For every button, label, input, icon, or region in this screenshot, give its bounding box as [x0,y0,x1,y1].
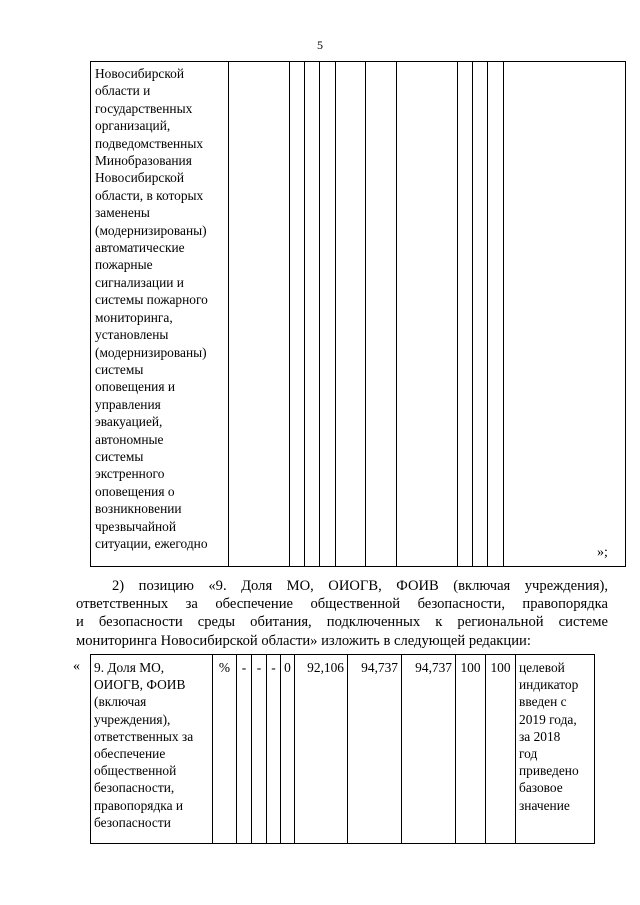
indicator-table-continuation [90,61,626,567]
value-cell: 92,106 [295,655,348,844]
text-line: возникновении [95,501,182,517]
paragraph-line: 2) позицию «9. Доля МО, ОИОГВ, ФОИВ (включая учреждения), [112,578,608,594]
empty-cell [488,62,504,567]
value-cell: 94,737 [402,655,456,844]
indicator-name-cell [91,62,229,567]
text-line: пожарные [95,257,153,273]
paragraph-line: мониторинга Новосибирской области» изложить в следующей редакции: [76,632,531,649]
paragraph-line: и безопасности среды обитания, подключенных к региональной системе [76,614,608,631]
text-line: экстренного [95,466,165,482]
text-line: мониторинга, [95,309,173,325]
text-line: организаций, [95,118,171,134]
value-cell: 100 [456,655,486,844]
value-cell: 100 [486,655,516,844]
text-line: безопасности, [94,780,175,796]
text-line: учреждения), [94,711,171,727]
text-line: оповещения о [95,483,175,499]
text-line: (модернизированы) [95,222,207,238]
text-line: автоматические [95,240,185,256]
table-row [91,62,626,567]
text-line: (включая [94,694,147,710]
indicator-table-new-row [90,654,595,844]
empty-cell [290,62,305,567]
unit-cell: % [213,655,237,844]
opening-quote: « [73,659,80,674]
empty-cell [473,62,488,567]
empty-cell [458,62,473,567]
text-line: индикатор [519,677,579,693]
text-line: значение [519,797,570,813]
text-line: целевой [519,660,565,675]
value-cell: - [267,655,281,844]
empty-cell [336,62,366,567]
text-line: области, в которых [95,187,204,203]
text-line: Новосибирской [95,66,185,81]
text-line: ответственных за [94,728,194,744]
empty-cell [305,62,320,567]
text-line: 2019 года, [519,711,577,727]
text-line: установлены [95,327,169,343]
text-line: безопасности [94,814,171,830]
text-line: за 2018 [519,728,561,744]
text-line: 9. Доля МО, [94,660,165,675]
text-line: правопорядка и [94,797,184,813]
text-line: введен с [519,694,567,710]
text-line: Минобразования [95,153,192,169]
empty-cell [366,62,397,567]
text-line: автономные [95,431,164,447]
paragraph-line: ответственных за обеспечение общественной безопасности, правопорядка [76,596,608,613]
text-line: базовое [519,780,563,796]
note-cell [516,655,595,844]
empty-cell [320,62,336,567]
text-line: системы пожарного [95,292,208,308]
text-line: заменены [95,205,150,221]
value-cell: - [252,655,267,844]
text-line: ОИОГВ, ФОИВ [94,677,186,693]
text-line: области и [95,83,151,99]
text-line: Новосибирской [95,170,185,186]
value-cell: 94,737 [348,655,402,844]
text-line: обеспечение [94,746,166,762]
value-cell: - [237,655,252,844]
text-line: сигнализации и [95,274,184,290]
text-line: эвакуацией, [95,414,163,430]
text-line: приведено [519,763,579,779]
indicator-name-cell [91,655,213,844]
amendment-paragraph [76,577,608,650]
table-row [91,655,595,844]
value-cell: 0 [281,655,295,844]
text-line: чрезвычайной [95,518,177,534]
text-line: год [519,746,538,762]
text-line: системы [95,448,144,464]
text-line: (модернизированы) [95,344,207,360]
text-line: государственных [95,100,193,116]
text-line: системы [95,361,144,377]
page-number: 5 [317,38,323,52]
indicator-name-text [95,65,225,552]
text-line: ситуации, ежегодно [95,535,208,551]
empty-cell [504,62,626,567]
text-line: общественной [94,763,177,779]
text-line: оповещения и [95,379,176,395]
empty-cell [229,62,290,567]
text-line: подведомственных [95,135,204,151]
closing-quote: »; [597,545,608,560]
empty-cell [397,62,458,567]
text-line: управления [95,396,161,412]
